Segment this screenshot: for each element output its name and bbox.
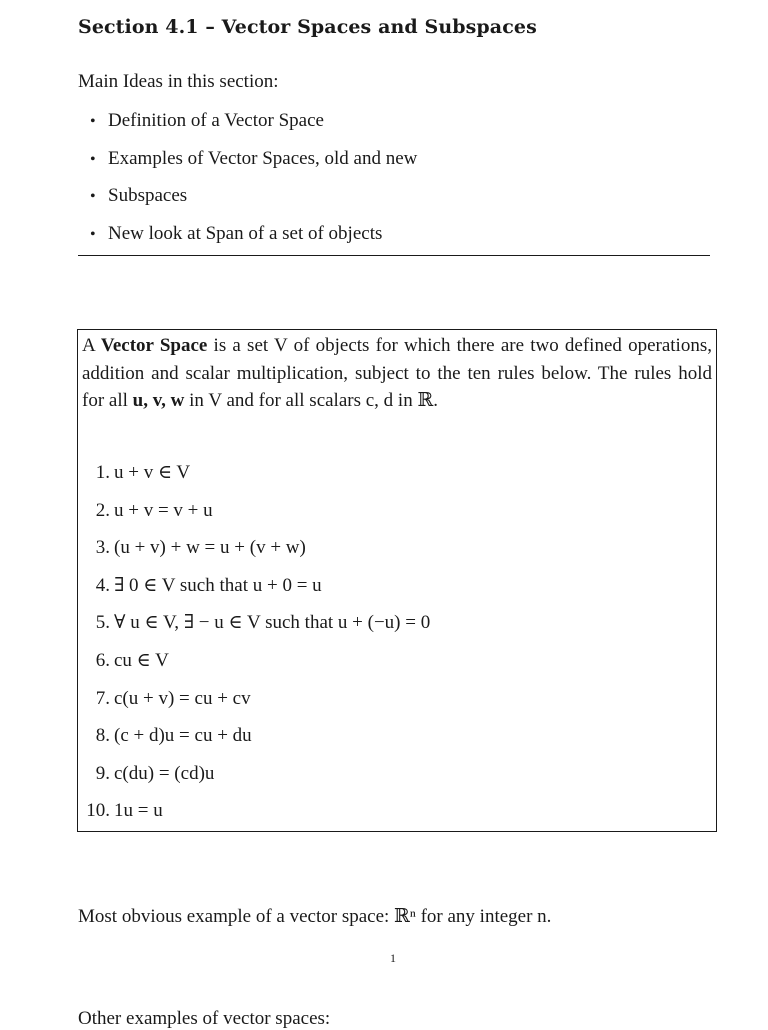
- axiom-text: u + v = v + u: [114, 499, 213, 521]
- axiom-number: 3.: [95, 537, 110, 559]
- axiom-text: c(du) = (cd)u: [114, 762, 215, 784]
- other-examples-heading: Other examples of vector spaces:: [78, 1008, 331, 1029]
- axiom-number: 7.: [95, 687, 110, 709]
- definition-box: [77, 329, 717, 832]
- list-item: [82, 646, 430, 684]
- main-ideas-label: Main Ideas in this section:: [78, 71, 279, 92]
- definition-lead: A: [82, 335, 101, 356]
- axiom-text: (u + v) + w = u + (v + w): [114, 537, 306, 559]
- axiom-number: 8.: [95, 725, 110, 747]
- list-item: [90, 221, 417, 259]
- list-item-text: New look at Span of a set of objects: [108, 222, 383, 244]
- list-item: [82, 608, 430, 646]
- list-item-text: Definition of a Vector Space: [108, 110, 324, 131]
- axiom-text: 1u = u: [114, 800, 163, 822]
- list-item-text: Subspaces: [108, 185, 188, 206]
- list-item: [90, 183, 417, 221]
- axiom-list: [82, 458, 430, 834]
- example-sentence: Most obvious example of a vector space: ℝⁿ for any integer n.: [78, 906, 552, 927]
- axiom-number: 2.: [95, 499, 110, 521]
- axiom-number: 6.: [95, 649, 110, 671]
- list-item: [82, 496, 430, 534]
- axiom-number: 5.: [95, 612, 110, 634]
- definition-term: Vector Space: [100, 335, 208, 356]
- definition-vars: u, v, w: [132, 390, 185, 411]
- list-item: [90, 146, 417, 184]
- list-item: [82, 796, 430, 834]
- list-item: [82, 533, 430, 571]
- list-item: [82, 458, 430, 496]
- bullet-icon: •: [90, 225, 96, 243]
- axiom-text: cu ∈ V: [114, 649, 169, 671]
- list-item: [82, 759, 430, 797]
- section-title: Section 4.1 – Vector Spaces and Subspaces: [78, 16, 537, 38]
- page-number: 1: [390, 951, 396, 965]
- axiom-text: ∀ u ∈ V, ∃ − u ∈ V such that u + (−u) = 0: [114, 612, 431, 634]
- axiom-number: 9.: [95, 762, 110, 784]
- list-item: [82, 721, 430, 759]
- definition-body: is a set V of objects for which there are two defined operations, addition and scalar multiplication, subject to the ten rules below. The rules hold for all: [82, 335, 712, 411]
- axiom-number: 4.: [95, 574, 110, 596]
- axiom-text: c(u + v) = cu + cv: [114, 687, 251, 709]
- bullet-icon: •: [90, 188, 96, 205]
- axiom-number: 1.: [95, 462, 110, 483]
- definition-tail: in V and for all scalars c, d in ℝ.: [184, 390, 438, 411]
- axiom-text: (c + d)u = cu + du: [114, 725, 252, 747]
- list-item: [82, 684, 430, 722]
- horizontal-divider: [78, 255, 710, 256]
- list-item: [82, 571, 430, 609]
- axiom-number: 10.: [86, 800, 110, 822]
- definition-text: [82, 332, 712, 415]
- main-ideas-list: [90, 108, 417, 258]
- bullet-icon: •: [90, 150, 96, 168]
- axiom-text: ∃ 0 ∈ V such that u + 0 = u: [114, 574, 322, 596]
- bullet-icon: •: [90, 113, 96, 130]
- axiom-text: u + v ∈ V: [114, 462, 191, 483]
- list-item: [90, 108, 417, 146]
- list-item-text: Examples of Vector Spaces, old and new: [108, 147, 418, 169]
